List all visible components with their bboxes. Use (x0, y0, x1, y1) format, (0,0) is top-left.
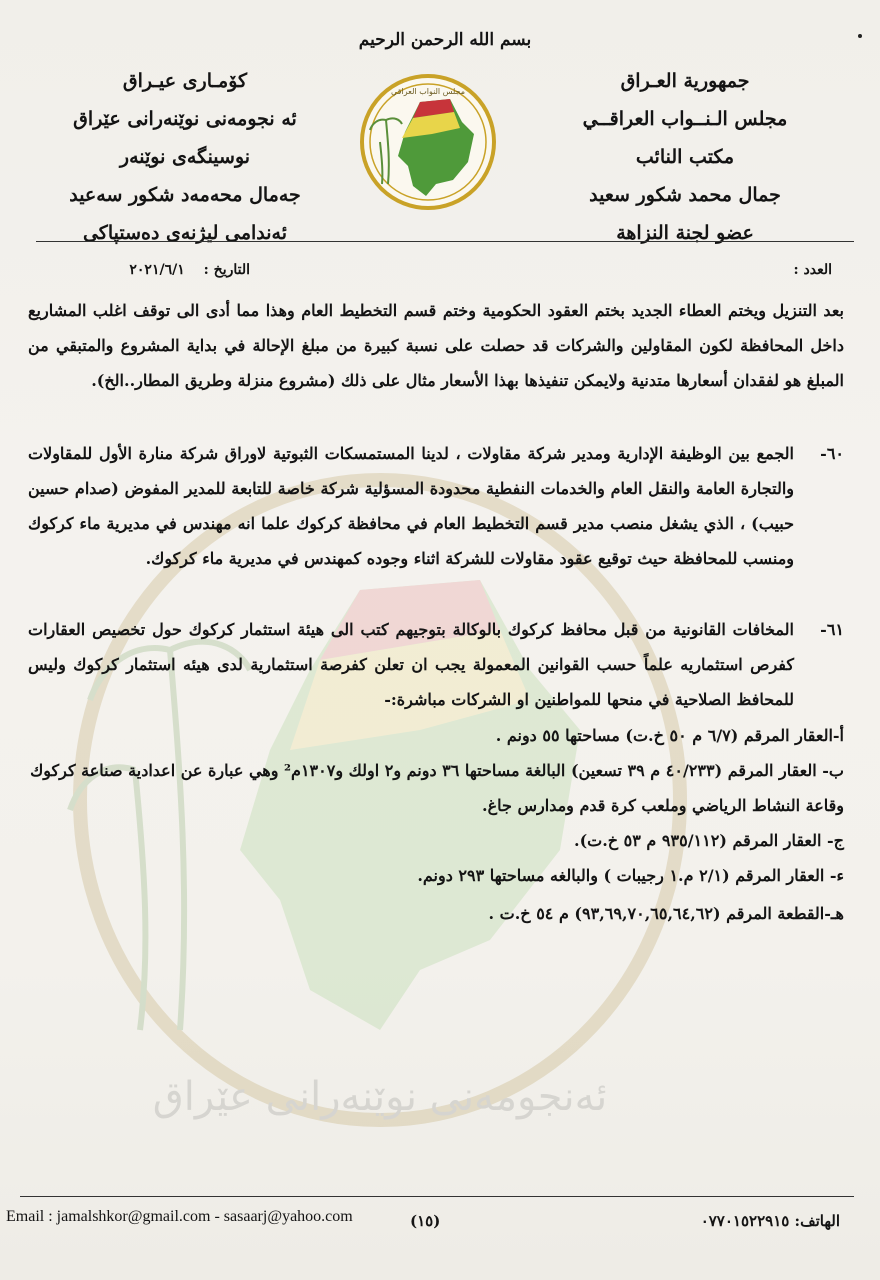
header-right-line: عضو لجنة النزاهة (616, 222, 754, 244)
bismillah: بسم الله الرحمن الرحيم (358, 30, 532, 50)
intro-paragraph: بعد التنزيل ويختم العطاء الجديد بختم العقود الحكومية وختم قسم التخطيط العام وهذا مما أدى الى توقف اغلب المشاريع داخل المحافظة لكون المقاولين والشركات قد حصلت على نسبة كبيرة من مبلغ الإحالة في بداية المشروع والمتبقي من المبلغ هو لفقدان أسعارها متدنية ولايمكن تنفيذها بهذا الأسعار مثال على ذلك (مشروع منزلة وطريق المطار..الخ). (28, 301, 844, 390)
ink-dot (858, 34, 862, 38)
header-right-block (560, 62, 810, 252)
list-item: هـ-القطعة المرقم (٩٣,٦٩,٧٠,٦٥,٦٤,٦٢) م ٥٤ خ.ت . (488, 904, 844, 923)
header-divider (36, 241, 854, 242)
date-value: ٢٠٢١/٦/١ (129, 262, 185, 278)
footer-phone: الهاتف: ٠٧٧٠١٥٢٢٩١٥ (700, 1212, 840, 1230)
header-right-line: جمال محمد شكور سعيد (589, 184, 781, 206)
date-line (90, 262, 250, 278)
list-item: أ-العقار المرقم (٦/٧ م ٥٠ خ.ت) مساحتها ٥٥ دونم . (495, 726, 844, 745)
page-number: (١٥) (410, 1212, 441, 1230)
watermark-text: ئه‌نجومه‌نى نوێنه‌رانى عێراق (152, 1074, 608, 1120)
paragraph-61 (28, 612, 844, 717)
paragraph-text: الجمع بين الوظيفة الإدارية ومدير شركة مقاولات ، لدينا المستمسكات الثبوتية لاوراق شركة منارة الأول للمقاولات والتجارة العامة والنقل العام والخدمات النفطية محدودة المسؤلية شركة خاصة للتابعة للمدير المفوض (صدام حسين حبيب) ، الذي يشغل منصب مدير قسم التخطيط العام في محافظة كركوك علما انه مهندس في مديرية ماء كركوك ومنسب للمحافظة حيث توقيع عقود مقاولات للشركة اثناء وجوده كمهندس في مديرية ماء كركوك. (28, 444, 794, 568)
number-label: العدد : (793, 262, 832, 278)
header-left-line: نوسینگه‌ى نوێنه‌ر (119, 146, 251, 168)
footer-divider (20, 1196, 854, 1197)
paragraph-60 (28, 436, 844, 576)
header-left-line: ئه نجومه‌نى نوێنه‌رانى عێراق (73, 108, 297, 130)
paragraph-text: المخافات القانونية من قبل محافظ كركوك بالوكالة بتوجيهم كتب الى هيئة استثمار كركوك حول تخصيص العقارات كفرص استثماريه علماً حسب القوانين المعمولة يجب ان تعلن كفرصة استثمارية لدى هيئه استثمار كركوك وليس للمحافظ الصلاحية في منحها للمواطنين او الشركات مباشرة:- (28, 620, 794, 709)
list-item: ء- العقار المرقم (٢/١ م.١ رجيبات ) والبالغه مساحتها ٢٩٣ دونم. (417, 866, 844, 885)
header-left-line: ئه‌ندامى ليژنه‌ى ده‌ستپاكى (82, 222, 288, 244)
list-item: ب- العقار المرقم (٤٠/٢٣٣ م ٣٩ تسعين) البالغة مساحتها ٣٦ دونم و٢ اولك و١٣٠٧م² وهي عبارة عن اعدادية صناعة كركوك وقاعة النشاط الرياضي وملعب كرة قدم ومدارس جاغ. (30, 761, 844, 815)
header-right-line: جمهورية العـراق (620, 70, 750, 92)
paragraph-number: ٦١- (820, 620, 844, 639)
header-right-line: مجلس الـنــواب العراقــي (582, 108, 788, 130)
header-left-block (60, 62, 310, 252)
parliament-logo (358, 72, 498, 212)
header-right-line: مكتب النائب (635, 146, 735, 168)
header-left-line: جه‌مال محه‌مه‌د شكور سه‌عيد (69, 184, 301, 206)
paragraph-number: ٦٠- (820, 444, 844, 463)
date-label: التاريخ : (203, 262, 250, 278)
header-left-line: كۆمـارى عيـراق (122, 70, 248, 92)
list-item: ج- العقار المرقم (٩٣٥/١١٢ م ٥٣ خ.ت). (574, 831, 844, 850)
logo-text: مجلس النواب العراقي (391, 87, 465, 96)
footer-email: Email : jamalshkor@gmail.com - sasaarj@yahoo.com (6, 1208, 353, 1225)
